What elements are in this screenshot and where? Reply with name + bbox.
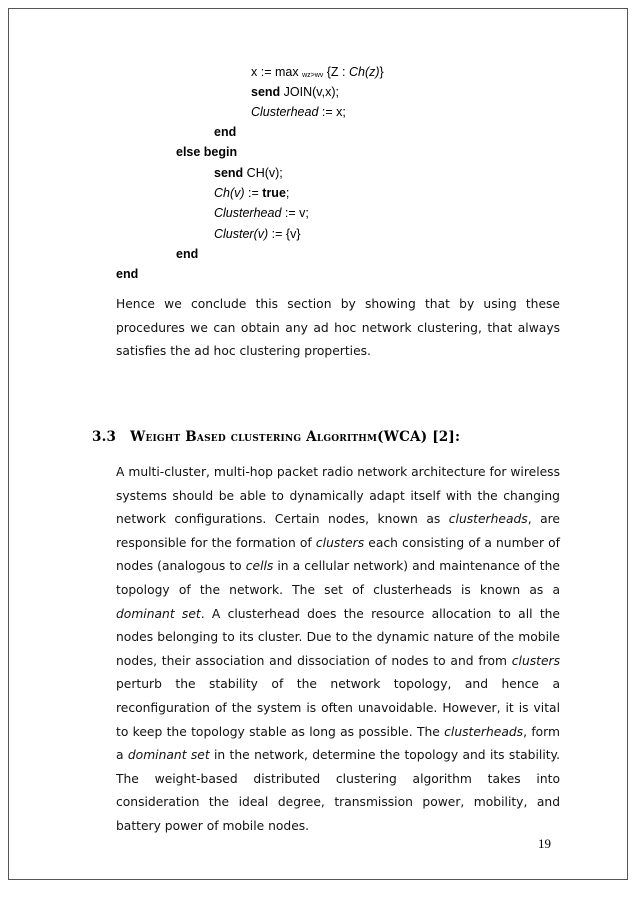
paragraph-conclusion: Hence we conclude this section by showing that by using these procedures we can obtain any ad hoc network clustering, that always satisfies the ad hoc clustering properties. (116, 297, 560, 358)
code-italic: Ch(z) (348, 65, 380, 79)
code-text: } (379, 65, 384, 79)
paragraph-text: , are responsible for the formation of (116, 512, 560, 550)
emphasis-cells: cells (245, 559, 274, 574)
code-text: := x; (318, 105, 346, 119)
page-number: 19 (538, 836, 551, 851)
paragraph-text: A multi-cluster, multi-hop packet radio network architecture for wireless systems should be able to dynamically adapt itself with the changing network configurations. Certain nodes, known as (116, 465, 560, 527)
paragraph-text: perturb the stability of the network topology, and hence a reconfiguration of the system is often unavoidable. However, it is vital to keep the topology stable as long as possible. The (116, 677, 560, 739)
code-keyword: end (176, 247, 199, 261)
paragraph-text: , form a (116, 724, 560, 763)
section-heading (92, 429, 460, 445)
code-keyword: end (116, 267, 139, 281)
code-text: {Z : (323, 65, 349, 79)
code-line-1 (251, 65, 384, 83)
code-italic: Clusterhead (251, 105, 319, 119)
code-text: x := max (251, 65, 303, 79)
section-number: 3.3 (92, 429, 117, 445)
code-line-2 (251, 85, 339, 100)
code-line-7 (214, 186, 289, 201)
paragraph-text: . A clusterhead does the resource allocation to all the nodes belonging to its cluster. Due to the dynamic nature of the mobile nodes, their association and dissociation of nodes to and from (116, 606, 560, 668)
emphasis-clusters: clusters (511, 653, 560, 668)
section-title: Weight Based clustering Algorithm(WCA) [2]: (130, 429, 461, 445)
emphasis-clusters: clusters (315, 535, 365, 550)
code-keyword: else begin (176, 145, 238, 159)
code-italic: Cluster(v) (214, 227, 269, 241)
code-line-9 (214, 227, 301, 242)
code-line-3 (251, 105, 346, 120)
code-subscript: wz>wv (302, 72, 324, 79)
emphasis-dominant-set: dominant set (116, 606, 201, 621)
paragraph-wca (116, 461, 560, 839)
emphasis-clusterheads: clusterheads (444, 724, 524, 739)
code-text: := (244, 186, 263, 200)
code-text: JOIN(v,x); (280, 85, 339, 99)
code-keyword: send (214, 166, 244, 180)
code-text: := {v} (268, 227, 301, 241)
paragraph-text: in the network, determine the topology and its stability. The weight-based distributed clustering algorithm takes into consideration the ideal degree, transmission power, mobility, and battery power of mobile nodes. (116, 748, 560, 833)
code-text: CH(v); (243, 166, 283, 180)
code-text: := v; (281, 206, 309, 220)
code-line-8 (214, 206, 309, 221)
code-keyword: true (262, 186, 286, 200)
paragraph-text: in a cellular network) and maintenance of the topology of the network. The set of clusterheads is known as a (116, 559, 560, 597)
code-text: ; (285, 186, 290, 200)
emphasis-dominant-set: dominant set (127, 748, 210, 763)
emphasis-clusterheads: clusterheads (448, 512, 528, 527)
code-line-11 (116, 267, 138, 282)
code-italic: Ch(v) (214, 186, 245, 200)
code-keyword: end (214, 125, 237, 139)
code-line-10 (176, 247, 198, 262)
code-line-4 (214, 125, 236, 140)
paragraph-text: each consisting of a number of nodes (analogous to (116, 535, 560, 574)
code-line-6 (214, 166, 283, 181)
code-italic: Clusterhead (214, 206, 282, 220)
code-keyword: send (251, 85, 281, 99)
code-line-5 (176, 145, 237, 160)
